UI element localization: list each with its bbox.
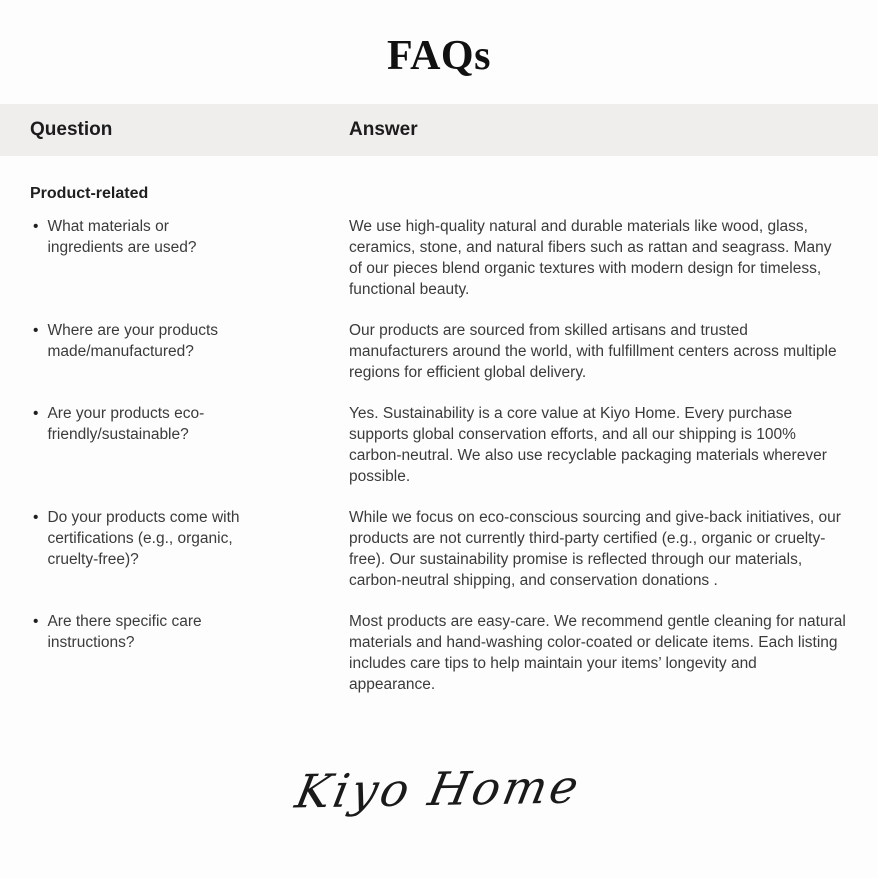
bullet-icon: • [33,509,39,526]
question-cell [30,320,349,383]
section-heading-product-related: Product-related [30,185,149,202]
answer-text: We use high-quality natural and durable materials like wood, glass, ceramics, stone, and natural fibers such as rattan and seagrass. Many of our pieces blend organic textures with modern design for timeless, functional beauty. [349,218,832,298]
question-column-header: Question [30,119,113,140]
question-text: Where are your products made/manufactured? [47,322,219,360]
bullet-icon: • [33,322,39,339]
answer-text: Most products are easy-care. We recommend gentle cleaning for natural materials and hand-washing color-coated or delicate items. Each listing includes care tips to help maintain your items’ longevity and appearance. [349,613,846,693]
answer-text: While we focus on eco-conscious sourcing and give-back initiatives, our products are not currently third-party certified (e.g., organic or cruelty-free). Our sustainability promise is reflected through our materials, carbon-neutral shipping, and conservation donations . [349,509,841,589]
question-cell [30,403,349,487]
answer-column-header: Answer [349,119,418,140]
table-header-row [0,104,878,156]
bullet-icon: • [33,613,39,630]
bullet-icon: • [33,218,39,235]
bullet-icon: • [33,405,39,422]
faq-row [30,320,846,383]
question-cell [30,611,349,695]
question-text: Are there specific care instructions? [47,613,202,651]
kiyo-home-logo: Kiyo Home [291,759,587,819]
answer-text: Yes. Sustainability is a core value at Kiyo Home. Every purchase supports global conservation efforts, and all our shipping is 100% carbon-neutral. We also use recyclable packaging materials wherever possible. [349,405,827,485]
faq-row [30,216,846,300]
question-cell [30,507,349,591]
footer [0,759,878,819]
answer-text: Our products are sourced from skilled artisans and trusted manufacturers around the world, with fulfillment centers across multiple regions for efficient global delivery. [349,322,837,381]
page-title: FAQs [387,33,491,79]
question-cell [30,216,349,300]
faq-content [0,156,878,695]
question-text: Are your products eco-friendly/sustainable? [47,405,205,443]
faq-row [30,611,846,695]
faq-row [30,507,846,591]
question-text: What materials or ingredients are used? [47,218,197,256]
question-text: Do your products come with certifications (e.g., organic, cruelty-free)? [47,509,240,568]
faq-row [30,403,846,487]
